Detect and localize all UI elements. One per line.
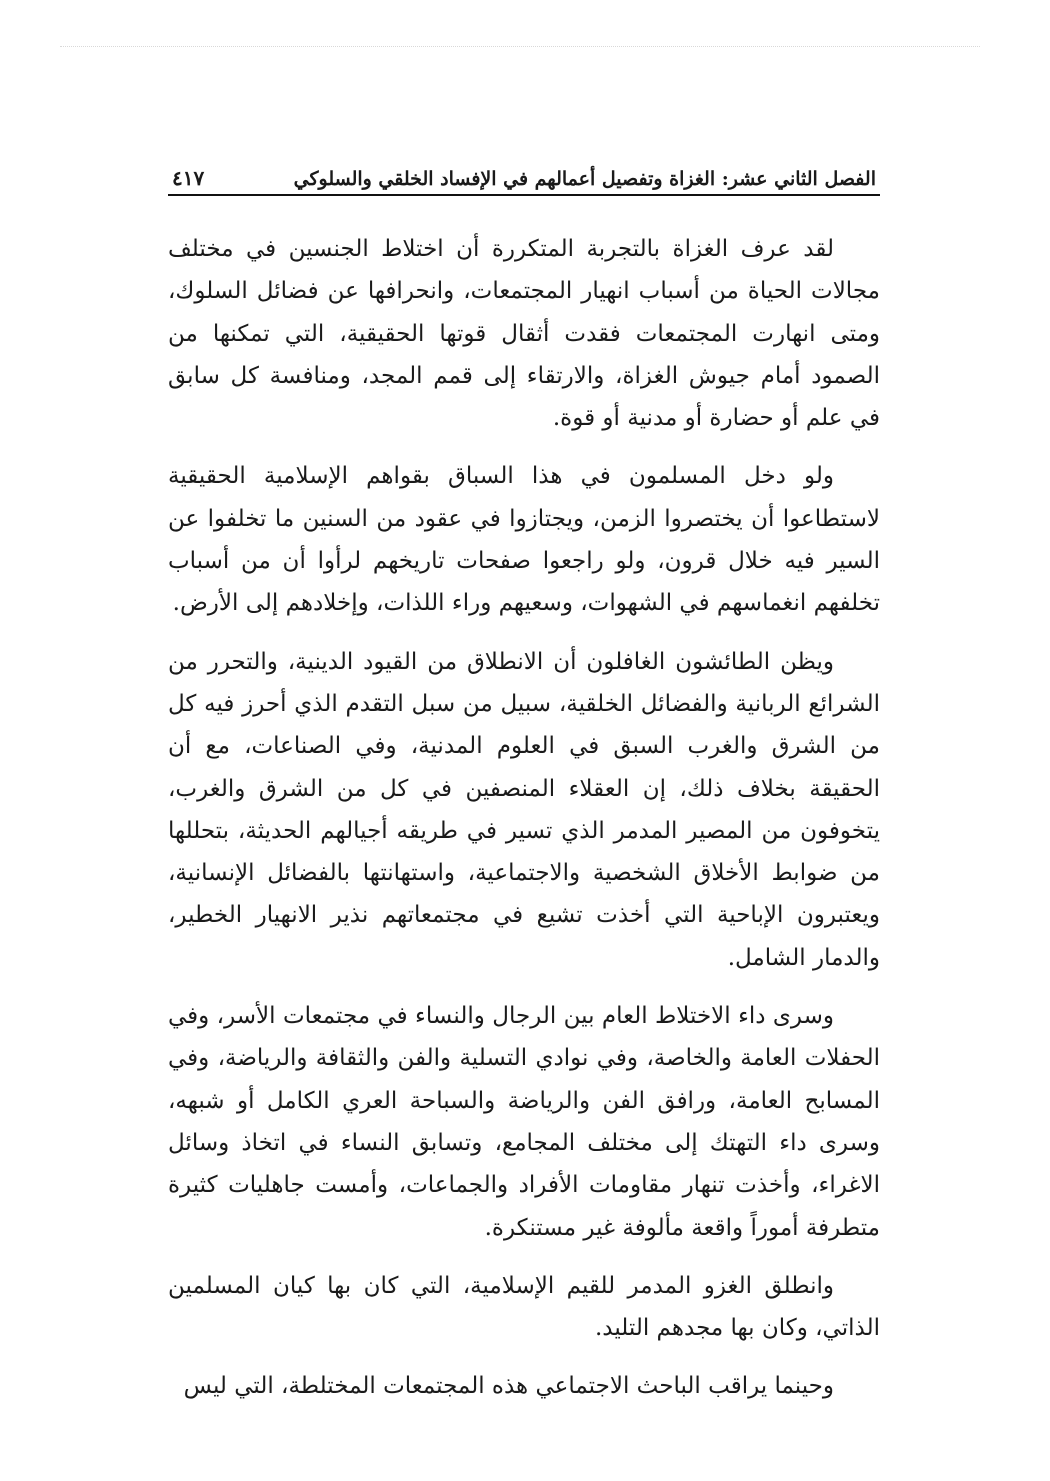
paragraph-4: وسرى داء الاختلاط العام بين الرجال والنساء في مجتمعات الأسر، وفي الحفلات العامة والخاصة، وفي نوادي التسلية والفن والثقافة والرياضة، وفي المسابح العامة، ورافق الفن والرياضة والسباحة العري الكامل أو شبهه، وسرى داء التهتك إلى مختلف المجامع، وتسابق النساء في اتخاذ وسائل الاغراء، وأخذت تنهار مقاومات الأفراد والجماعات، وأمست جاهليات كثيرة متطرفة أموراً واقعة مألوفة غير مستنكرة. xyxy=(168,1003,880,1241)
running-header xyxy=(168,158,880,196)
page-body xyxy=(168,228,880,1408)
paragraph-1: لقد عرف الغزاة بالتجربة المتكررة أن اختلاط الجنسين في مختلف مجالات الحياة من أسباب انهيار المجتمعات، وانحرافها عن فضائل السلوك، ومتى انهارت المجتمعات فقدت أثقال قوتها الحقيقية، التي تمكنها من الصمود أمام جيوش الغزاة، والارتقاء إلى قمم المجد، ومنافسة كل سابق في علم أو حضارة أو مدنية أو قوة. xyxy=(168,236,880,432)
paragraph-6: وحينما يراقب الباحث الاجتماعي هذه المجتمعات المختلطة، التي ليس xyxy=(183,1373,834,1400)
chapter-title: الفصل الثاني عشر: الغزاة وتفصيل أعمالهم في الإفساد الخلقي والسلوكي xyxy=(293,168,876,190)
paragraph-3: ويظن الطائشون الغافلون أن الانطلاق من القيود الدينية، والتحرر من الشرائع الربانية والفضائل الخلقية، سبيل من سبل التقدم الذي أحرز فيه كل من الشرق والغرب السبق في العلوم المدنية، وفي الصناعات، مع أن الحقيقة بخلاف ذلك، إن العقلاء المنصفين في كل من الشرق والغرب، يتخوفون من المصير المدمر الذي تسير في طريقه أجيالهم الحديثة، بتحللها من ضوابط الأخلاق الشخصية والاجتماعية، واستهانتها بالفضائل الإنسانية، ويعتبرون الإباحية التي أخذت تشيع في مجتمعاتهم نذير الانهيار الخطير، والدمار الشامل. xyxy=(168,648,880,971)
book-page xyxy=(168,158,880,1424)
paragraph-5: وانطلق الغزو المدمر للقيم الإسلامية، التي كان بها كيان المسلمين الذاتي، وكان بها مجدهم التليد. xyxy=(168,1272,880,1342)
paragraph-2: ولو دخل المسلمون في هذا السباق بقواهم الإسلامية الحقيقية لاستطاعوا أن يختصروا الزمن، ويجتازوا في عقود من السنين ما تخلفوا عن السير فيه خلال قرون، ولو راجعوا صفحات تاريخهم لرأوا أن من أسباب تخلفهم انغماسهم في الشهوات، وسعيهم وراء اللذات، وإخلادهم إلى الأرض. xyxy=(168,463,880,617)
page-number: ٤١٧ xyxy=(172,166,205,190)
scan-edge-line xyxy=(60,46,980,47)
